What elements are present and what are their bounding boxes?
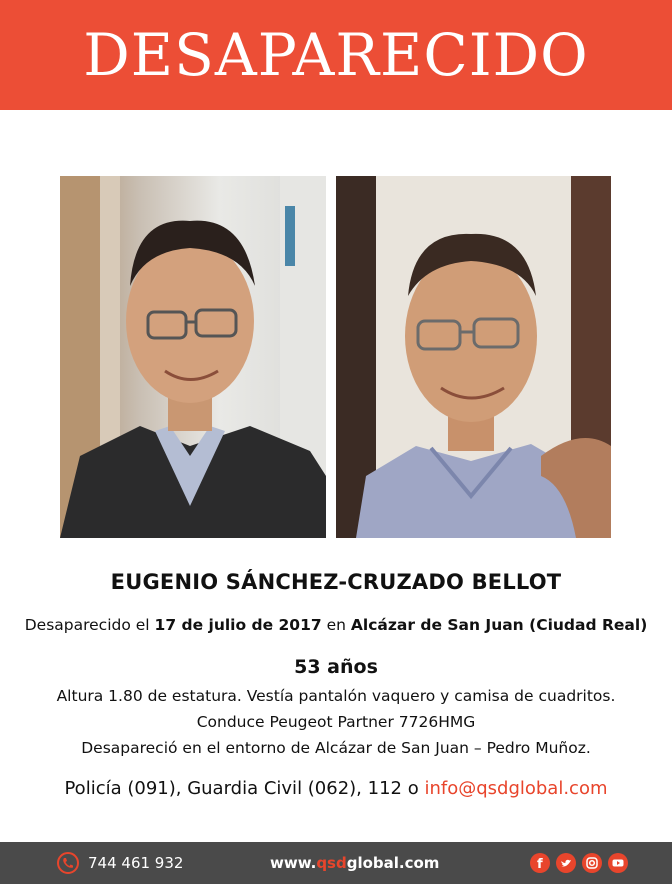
- whatsapp-icon[interactable]: [56, 851, 80, 875]
- instagram-icon[interactable]: [582, 853, 602, 873]
- contact-line: [0, 778, 672, 799]
- contact-email-link[interactable]: info@qsdglobal.com: [424, 778, 608, 799]
- twitter-icon[interactable]: [556, 853, 576, 873]
- missing-date: 17 de julio de 2017: [154, 616, 322, 634]
- description-line-2: Conduce Peugeot Partner 7726HMG: [196, 713, 476, 731]
- web-prefix: www.: [270, 854, 317, 872]
- web-accent: qsd: [316, 854, 347, 872]
- footer-phone: 744 461 932: [88, 854, 184, 872]
- footer-bar: [0, 842, 672, 884]
- footer-website-link[interactable]: [270, 854, 439, 872]
- description-line-3: Desapareció en el entorno de Alcázar de San Juan – Pedro Muñoz.: [81, 739, 591, 757]
- missing-info: [0, 616, 672, 634]
- portrait-left-image: [60, 176, 326, 538]
- svg-text:f: f: [537, 857, 543, 872]
- photo-right: [336, 176, 611, 538]
- missing-mid: en: [321, 616, 351, 634]
- banner-title: DESAPARECIDO: [83, 21, 589, 89]
- facebook-icon[interactable]: [530, 853, 550, 873]
- photo-left: [60, 176, 326, 538]
- header-banner: [0, 0, 672, 110]
- missing-prefix: Desaparecido el: [24, 616, 155, 634]
- person-age: 53 años: [294, 656, 378, 678]
- person-name: EUGENIO SÁNCHEZ-CRUZADO BELLOT: [110, 570, 562, 594]
- portrait-right-image: [336, 176, 611, 538]
- web-suffix: global.com: [346, 854, 440, 872]
- missing-place: Alcázar de San Juan (Ciudad Real): [350, 616, 648, 634]
- contact-phones: Policía (091), Guardia Civil (062), 112 o: [64, 778, 425, 799]
- youtube-icon[interactable]: [608, 853, 628, 873]
- description-line-1: Altura 1.80 de estatura. Vestía pantalón vaquero y camisa de cuadritos.: [56, 687, 616, 705]
